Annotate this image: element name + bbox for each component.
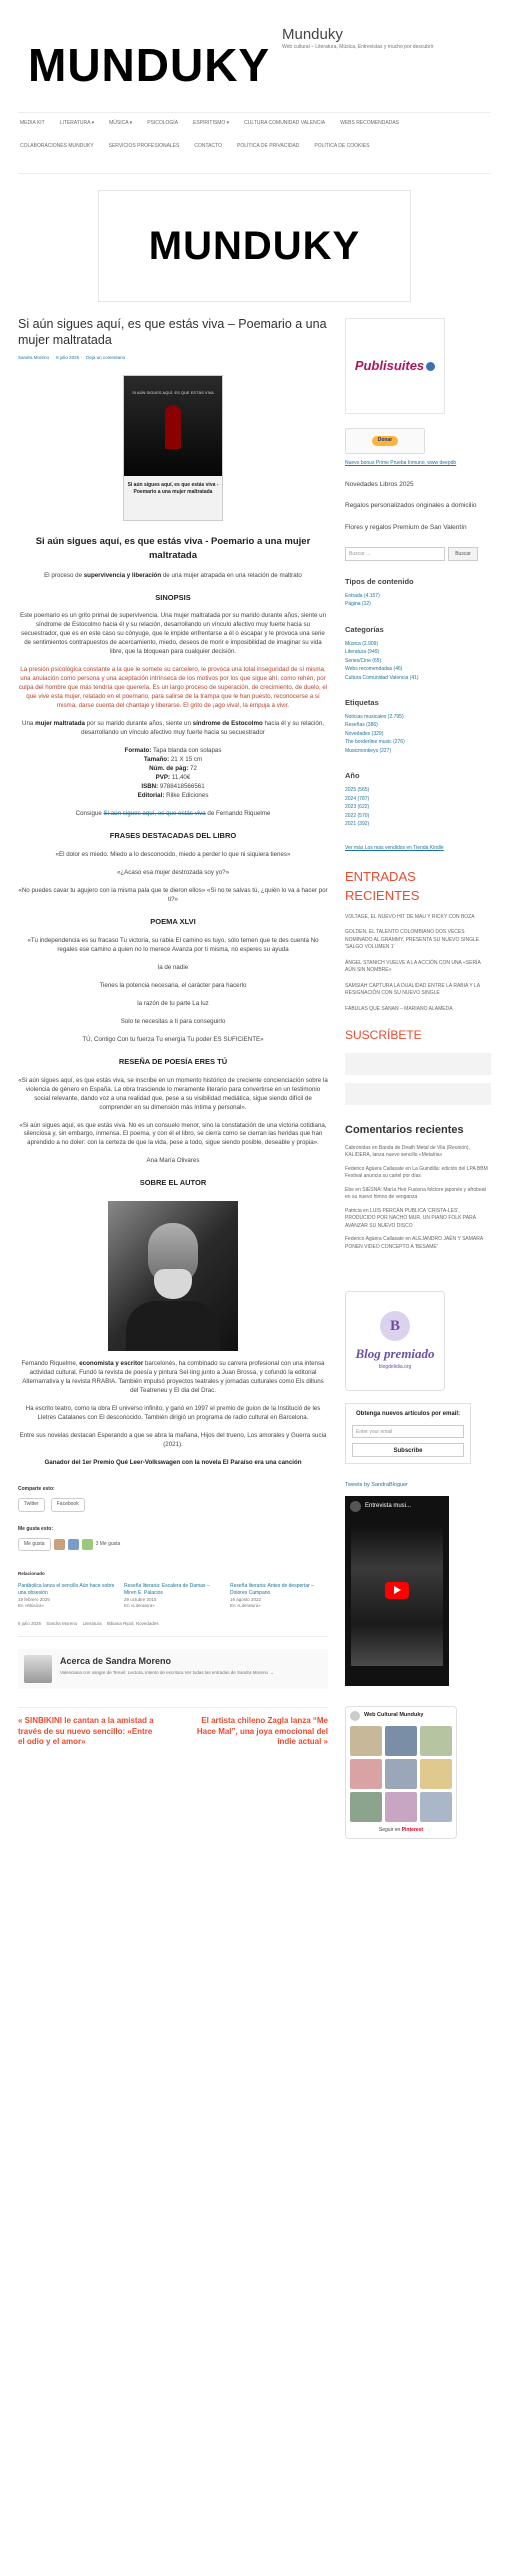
sidebar-list-item[interactable]: Literatura (949) (345, 649, 380, 655)
banner-logo: MUNDUKY (148, 224, 361, 268)
nav-item[interactable]: PSICOLOGÍA (147, 120, 179, 126)
recent-posts-heading: ENTRADAS RECIENTES (345, 869, 420, 904)
comments-link[interactable]: Deja un comentario (86, 354, 126, 360)
related-date: 19 agosto 2022 (230, 1596, 262, 1602)
publisuites-ad[interactable]: Publisuites (345, 318, 445, 414)
nav-item[interactable]: POLÍTICA DE COOKIES (314, 143, 370, 150)
next-post-link[interactable]: El artista chileno Zagla lanza “Me Hace Mal”, una joya emocional del indie actual » (196, 1715, 328, 1747)
sidebar-link[interactable]: Novedades Libros 2025 (345, 480, 414, 488)
recent-post-link[interactable]: ÁNGEL STANICH VUELVE A LA ACCIÓN CON UNA «SERÍA AÚN SIN NOMBRE» (345, 959, 481, 974)
email-follow-widget (345, 1403, 471, 1464)
sidebar (345, 318, 491, 1839)
footer-category[interactable]: Literatura (82, 1621, 102, 1627)
search-input[interactable]: Buscar … (345, 547, 445, 561)
frases-heading: FRASES DESTACADAS DEL LIBRO (109, 831, 237, 841)
likes-label: Me gusta esto: (18, 1525, 54, 1532)
sinopsis-paragraph: La presión psicológica constante a la que le somete su carcelero, le provoca una total inseguridad de sí misma, una anulación como persona y una aceptación intrínseca de los motivos por los que sigue ahí, como rehén, por culpa del hombre que más tendría que quererla. Es un largo proceso de superación, de crecimiento, de duelo, el que vive esta mujer, relatado en el poemario, para salirse de la trampa que le han puesto, reconocerse a sí misma, darse cuenta del chantaje y liberarse. El grito de ¡ago viva!, la empuja a vivir. (18, 666, 328, 710)
like-button[interactable]: Me gusta (18, 1538, 51, 1551)
quote: «El dolor es miedo. Miedo a lo desconocido, miedo a perder lo que ni siquiera tienes» (55, 850, 291, 858)
nav-item[interactable]: COLABORACIONES MUNDUKY (20, 143, 94, 150)
related-link[interactable]: Parábolica lanza el sencillo Aún hace sobre una obsesión (18, 1582, 115, 1596)
author-box (18, 1649, 328, 1689)
kindle-link[interactable]: Ver más Los más vendidos en Tienda Kindle (345, 844, 444, 851)
sidebar-link[interactable]: Regalos personalizados originales a domicilio (345, 502, 477, 510)
review-paragraph: «Si aún sigues aquí, es que estás viva. No es un consuelo menor, sino la constatación de una victoria cotidiana, silenciosa y, sin embargo, inmensa. El poema, y con él el libro, se cierra como se cierran las heridas que han aprendido a no doler: con la certeza de que la vida, pese a todo, sigue siendo posible, deseable y propia». (19, 1121, 327, 1147)
tags-heading: Etiquetas (345, 698, 379, 707)
author-photo[interactable] (108, 1201, 238, 1351)
author-bio: Entre sus novelas destacan Esperando a que se abra la mañana, Hijos del trueno, Los amorales y Guerra sucia (2021). (19, 1432, 327, 1449)
nav-item[interactable]: MÚSICA ▾ (109, 120, 133, 126)
sidebar-list-item[interactable]: Musicmonkeys (227) (345, 747, 392, 754)
poem-stanza: Tienes la potencia necesaria, el carácter para hacerlo (99, 981, 247, 989)
recent-comment[interactable]: Federico Agüera Callasate en ALEJANDRO JAÉN Y SAMARA PONEN VIDEO CONCEPTO A 'BESAME' (345, 1236, 483, 1250)
pinterest-avatar (350, 1711, 360, 1721)
pin-thumbnail[interactable] (350, 1726, 382, 1756)
date-link[interactable]: 8 julio 2025 (56, 354, 80, 360)
categories-heading: Categorías (345, 624, 384, 634)
footer-tags[interactable]: Bibiana Ripol, Novedades (106, 1621, 159, 1627)
sidebar-list-item[interactable]: Entrada (4.157) (345, 592, 380, 599)
pin-thumbnail[interactable] (420, 1726, 452, 1756)
sidebar-list-item[interactable]: Música (2.909) (345, 640, 379, 647)
author-bio: Ha escrito teatro, como la obra El universo infinito, y ganó en 1997 el premio de guion de la Institució de les Lletres Catalanes con El desconocido. También dirigió un programa de radio cultural en Barcelona. (25, 1405, 321, 1422)
recent-comment[interactable]: Patricia en LUIS PERCÁN PUBLICA 'CRISTA-LES', PRODUCIDO POR NACHO MUR. UN PIANO FOLK PARA AVANZAR SU NUEVO DISCO (345, 1207, 476, 1229)
cover-figure (165, 405, 181, 449)
share-facebook-button[interactable]: Facebook (51, 1498, 85, 1511)
poem-stanza: la razón de tu parte La luz (137, 999, 209, 1007)
footer-date[interactable]: 8 julio 2025 (18, 1621, 42, 1627)
get-book-line: Consigue Si aún sigues aquí, es que estás viva de Fernando Riquelme (75, 810, 271, 818)
play-icon[interactable] (385, 1582, 409, 1599)
banner (98, 190, 411, 302)
donate-button[interactable]: Donar (345, 428, 425, 454)
poem-stanza: «Tu independencia es su fracaso Tu victoria, su rabia El camino es tuyo, sólo temen que te des cuenta No regales ese camino a quien no lo merece Avanza por ti misma, no esperes su ayuda (27, 936, 319, 953)
nav-item[interactable]: POLÍTICA DE PRIVACIDAD (236, 143, 300, 150)
liker-avatar[interactable] (82, 1539, 93, 1550)
liker-avatar[interactable] (54, 1539, 65, 1550)
subscribe-heading: SUSCRÍBETE (345, 1028, 422, 1043)
pin-thumbnail[interactable] (420, 1792, 452, 1822)
site-title[interactable]: Munduky (282, 26, 343, 43)
site-logo[interactable]: MUNDUKY (28, 39, 271, 91)
recent-comment[interactable]: Cabrónidas en Banda de Death Metal de Vila (Reunión), KALIDERA, lanza nuevo sencillo «Metalria» (345, 1144, 470, 1159)
poema-heading: POEMA XLVI (150, 916, 196, 926)
review-paragraph: «Si aún sigues aquí, es que estás viva, se inscribe en un momento histórico de creciente concienciación sobre la violencia de género en España. La obra trasciende lo meramente literario para convertirse en un testimonio social relevante, dando voz a una realidad que, pese a su visibilidad mediática, sigue siendo difícil de comprender en su dimensión más íntima y personal». (18, 1076, 328, 1111)
post-footer-meta (18, 1621, 328, 1637)
nav-item[interactable]: CULTURA COMUNIDAD VALENCIA (244, 120, 326, 126)
likes-count: 3 Me gusta (95, 1540, 121, 1547)
badge-letter: B (380, 1311, 410, 1341)
post-navigation (18, 1707, 328, 1748)
recent-post-link[interactable]: GOLDEN, EL TALENTO COLOMBIANO DOS VECES NOMINADO AL GRAMMY, PRESENTA SU NUEVO SINGLE 'SALGO VOLUMEN 1' (345, 929, 480, 951)
sinopsis-paragraph: Una mujer maltratada por su marido durante años, siente un síndrome de Estocolmo hacia él y su relación, desarrollando un vínculo afectivo muy fuerte hacia su secuestrador (22, 720, 324, 737)
sidebar-link[interactable]: Flores y regalos Premium de San Valentín (345, 524, 467, 531)
author-bio: Fernando Riquelme, economista y escritor barcelonés, ha combinado su carrera profesional con una intensa actividad cultural. Fundó la revista de poesía y pintura Sel·ling junto a Juan Brossa, y cofundó la editorial Alternarrativa y la revista RRABIA. También impulsó proyectos teatrales y jornadas culturales como Els dilluns del Teatreneu y El dia del Drac. (21, 1360, 325, 1395)
poem-stanza: TÚ, Contigo Con tu fuerza Tu energía Tu poder ES SUFICIENTE» (82, 1035, 264, 1043)
author-box-desc[interactable]: Valenciana con sangre de Teruel. Lectora, intento de escritora Ver todas las entradas de Sandra Moreno → (60, 1669, 274, 1675)
badge-url: blogdelidia.org (378, 1364, 412, 1371)
related-label: Relacionado (18, 1571, 45, 1577)
sidebar-list-item[interactable]: Novedades (329) (345, 730, 384, 737)
spec-line: PVP: 11,40€ (155, 774, 191, 782)
sidebar-list-item[interactable]: 2022 (570) (345, 812, 370, 819)
post-heading: Si aún sigues aquí, es que estás viva - Poemario a una mujer maltratada (35, 536, 311, 561)
related-posts (18, 1571, 328, 1609)
pin-thumbnail[interactable] (350, 1759, 382, 1789)
sidebar-list-item[interactable]: Reseñas (386) (345, 722, 378, 729)
spec-line: Editorial: Rilke Ediciones (137, 792, 209, 800)
cover-title: SI AÚN SIGUES AQUÍ, ES QUE ESTÁS VIVA (132, 390, 214, 396)
sidebar-list-item[interactable]: Cultura Comunidad Valencia (41) (345, 674, 419, 681)
promo-link[interactable]: Nuevo bonus Prime Prueba Inmuno, www deepdb (345, 460, 457, 466)
post-meta: Sandra Moreno · 8 julio 2025 · Deja un comentario (18, 354, 126, 360)
related-item (230, 1583, 328, 1610)
previous-post-link[interactable]: « SINBIKINI le cantan a la amistad a través de su nuevo sencillo: «Entre el odio y el amor» (18, 1715, 154, 1747)
year-heading: Año (345, 771, 360, 781)
tweets-link[interactable]: Tweets by SandraBloguer (345, 1481, 408, 1488)
related-link[interactable]: Reseña literaria: Escalera de Damas – Miren E. Palacios (124, 1582, 210, 1596)
post-title: Si aún sigues aquí, es que estás viva – Poemario a una mujer maltratada (18, 317, 327, 348)
related-category: En «Música» (18, 1602, 45, 1608)
share-twitter-button[interactable]: Twitter (18, 1498, 45, 1511)
recent-comments-heading: Comentarios recientes (345, 1123, 464, 1136)
spec-line: Tamaño: 21 X 15 cm (143, 756, 203, 764)
sidebar-list-item[interactable]: Series/Cine (65) (345, 657, 382, 664)
related-date: 29 octubre 2015 (124, 1596, 157, 1602)
quote: «¿Acaso esa mujer destrozada soy yo?» (116, 868, 230, 876)
youtube-embed[interactable] (345, 1496, 449, 1686)
recent-post-link[interactable]: SAMSIAH CAPTURA LA DUALIDAD ENTRE LA RABIA Y LA RESIGNACIÓN CON SU NUEVO SINGLE (345, 982, 480, 997)
pin-thumbnail[interactable] (385, 1759, 417, 1789)
cover-caption: Si aún sigues aquí, es que estás viva - Poemario a una mujer maltratada (124, 476, 222, 520)
related-item (124, 1583, 222, 1610)
pinterest-title[interactable]: Web Cultural Munduky (364, 1711, 424, 1718)
main-content (18, 316, 328, 1748)
autor-heading: SOBRE EL AUTOR (139, 1178, 207, 1188)
related-category: En «Literatura» (230, 1602, 261, 1608)
author-avatar (24, 1655, 52, 1683)
related-category: En «Literatura» (124, 1602, 155, 1608)
sidebar-list-item[interactable]: Noticias musicales (2.795) (345, 713, 404, 720)
site-header (18, 18, 491, 91)
spec-line: ISBN: 9788418566561 (141, 783, 205, 791)
recent-comment[interactable]: Federico Agüera Callasate en La Guindilla: edición del LPA BBM Festival anuncia su cartel por días (345, 1165, 488, 1180)
related-link[interactable]: Reseña literaria: Antes de despertar – Dolores Campano (230, 1582, 314, 1596)
liker-avatar[interactable] (68, 1539, 79, 1550)
main-navigation (18, 112, 491, 174)
video-title: Entrevista musi... (365, 1503, 412, 1510)
share-label: Comparte esto: (18, 1486, 55, 1493)
badge-title: Blog premiado (355, 1346, 435, 1362)
channel-avatar (350, 1501, 361, 1512)
follow-heading: Obtenga nuevos artículos por email: (355, 1411, 461, 1418)
nav-item[interactable]: LITERATURA ▾ (59, 120, 95, 126)
poem-stanza: Solo te necesitas a ti para conseguirlo (120, 1017, 226, 1025)
sidebar-list-item[interactable]: The borderline music (276) (345, 739, 405, 746)
pin-thumbnail[interactable] (385, 1792, 417, 1822)
pinterest-follow[interactable]: Seguir en Pinterest (378, 1826, 424, 1833)
sinopsis-heading: SINOPSIS (155, 592, 191, 602)
nav-item[interactable]: MEDIA KIT (20, 120, 45, 126)
review-author: Ana María Olivares (146, 1157, 200, 1165)
related-item (18, 1583, 116, 1610)
search-form (345, 547, 491, 561)
subscribe-box[interactable] (345, 1053, 491, 1075)
author-box-name: Acerca de Sandra Moreno (60, 1655, 172, 1666)
nav-item[interactable]: ESPIRITISMO ▾ (193, 120, 230, 126)
sidebar-list-item[interactable]: Página (12) (345, 601, 371, 608)
book-specs (18, 747, 328, 801)
pin-thumbnail[interactable] (420, 1759, 452, 1789)
blog-award-badge[interactable] (345, 1291, 445, 1391)
book-cover-image[interactable] (123, 375, 223, 521)
email-input[interactable]: Enter your email (352, 1425, 464, 1438)
sidebar-list-item[interactable]: 2024 (787) (345, 795, 370, 802)
sinopsis-paragraph: Este poemario es un grito primal de supervivencia. Una mujer maltratada por su marido durante años, siente un síndrome de Estocolmo hacia él y su relación, desarrollando un vínculo afectivo muy fuerte hacia su secuestrador, que es en este caso su cónyuge, que le impide enfrentarse a él o escapar y le provoca una serie de sentimientos contrapuestos de acercamiento, miedo, deseos de morir e imposibilidad de imaginar su vida libre, que la bloquean para cualquier decisión. (19, 612, 327, 656)
pinterest-widget (345, 1706, 457, 1839)
sidebar-list-item[interactable]: 2021 (392) (345, 821, 370, 828)
site-description: Web cultural – Literatura, Música, Entrevistas y mucho por descubrir (282, 44, 434, 50)
subscribe-button[interactable]: Subscribe (352, 1443, 464, 1457)
footer-author[interactable]: Sandra Moreno (46, 1621, 78, 1627)
search-button[interactable]: Buscar (448, 547, 478, 561)
intro-paragraph: El proceso de supervivencia y liberación de una mujer atrapada en una relación de maltrato (44, 571, 302, 579)
nav-item[interactable]: CONTACTO (194, 143, 222, 150)
spec-line: Núm. de pág: 72 (149, 765, 197, 773)
related-date: 19 febrero 2025 (18, 1596, 50, 1602)
nav-item[interactable]: WEBS RECOMENDADAS (340, 120, 400, 126)
sidebar-list-item[interactable]: Webs recomendadas (46) (345, 666, 403, 672)
share-section (18, 1486, 328, 1512)
post-body (18, 535, 328, 1468)
subscribe-box[interactable] (345, 1083, 491, 1105)
sidebar-list-item[interactable]: 2025 (565) (345, 787, 370, 794)
book-link[interactable]: Si aún sigues aquí, es que estás viva (103, 810, 206, 818)
pin-thumbnail[interactable] (385, 1726, 417, 1756)
spec-line: Formato: Tapa blanda con solapas (124, 747, 222, 755)
pin-thumbnail[interactable] (350, 1792, 382, 1822)
nav-item[interactable]: SERVICIOS PROFESIONALES (108, 143, 180, 150)
recent-post-link[interactable]: FÁBULAS QUE SANAN – MARIANO ALAMEDA (345, 1005, 453, 1012)
sidebar-list-item[interactable]: 2023 (622) (345, 804, 370, 811)
resena-heading: RESEÑA DE POESÍA ERES TÚ (118, 1056, 228, 1066)
quote: «No puedes cavar tu agujero con la misma pala que te dieron ellos» «Si no te salvas tú, ¿quién lo va a hacer por ti?» (18, 886, 328, 903)
content-types-heading: Tipos de contenido (345, 576, 414, 586)
author-link[interactable]: Sandra Moreno (18, 354, 50, 360)
recent-post-link[interactable]: VOLTAGE, EL NUEVO HIT DE MAU Y RICKY CON BOZA (345, 913, 475, 920)
recent-comment[interactable]: Ebe en SIESNA: María Heir Fusiona folclore japonés y afrobeat en su nuevo himno de venganza (345, 1186, 486, 1201)
poem-stanza: la de nadie (157, 963, 189, 971)
author-award: Ganador del 1er Premio Qué Leer-Volkswagen con la novela El Paraíso era una canción (44, 1459, 302, 1467)
likes-section (18, 1526, 328, 1552)
